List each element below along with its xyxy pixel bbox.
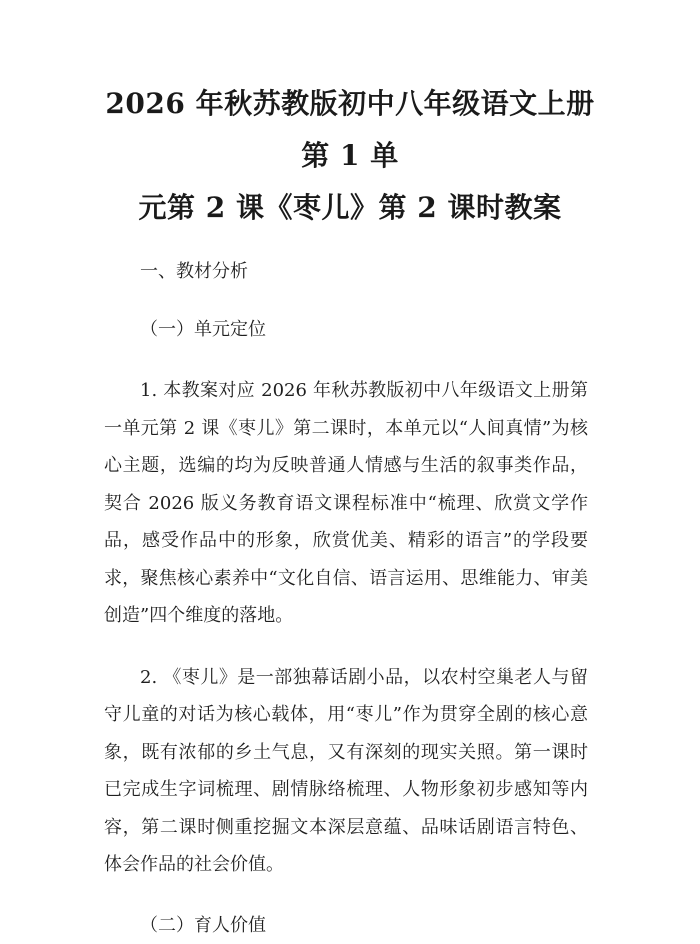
document-title bbox=[100, 78, 600, 234]
title-line-2: 元第 2 课《枣儿》第 2 课时教案 bbox=[138, 191, 562, 224]
paragraph-unit-positioning-2: 2. 《枣儿》是一部独幕话剧小品，以农村空巢老人与留守儿童的对话为核心载体，用“枣儿”作为贯穿全剧的核心意象，既有浓郁的乡土气息，又有深刻的现实关照。第一课时已完成生字词梳理、剧情脉络梳理、人物形象初步感知等内容，第二课时侧重挖掘文本深层意蕴、品味话剧语言特色、体会作品的社会价值。 bbox=[104, 666, 588, 875]
subsection-heading-unit-positioning: （一）单元定位 bbox=[140, 319, 266, 340]
paragraph-unit-positioning-1: 1. 本教案对应 2026 年秋苏教版初中八年级语文上册第一单元第 2 课《枣儿》第二课时，本单元以“人间真情”为核心主题，选编的均为反映普通人情感与生活的叙事类作品，契合 2026 版义务教育语文课程标准中“梳理、欣赏文学作品，感受作品中的形象，欣赏优美、精彩的语言”的学段要求，聚焦核心素养中“文化自信、语言运用、思维能力、审美创造”四个维度的落地。 bbox=[104, 380, 588, 626]
title-line-1: 2026 年秋苏教版初中八年级语文上册第 1 单 bbox=[105, 87, 595, 172]
subsection-heading-educational-value: （二）育人价值 bbox=[140, 914, 266, 936]
document-body bbox=[104, 254, 588, 944]
section-heading-textbook-analysis: 一、教材分析 bbox=[140, 261, 248, 282]
